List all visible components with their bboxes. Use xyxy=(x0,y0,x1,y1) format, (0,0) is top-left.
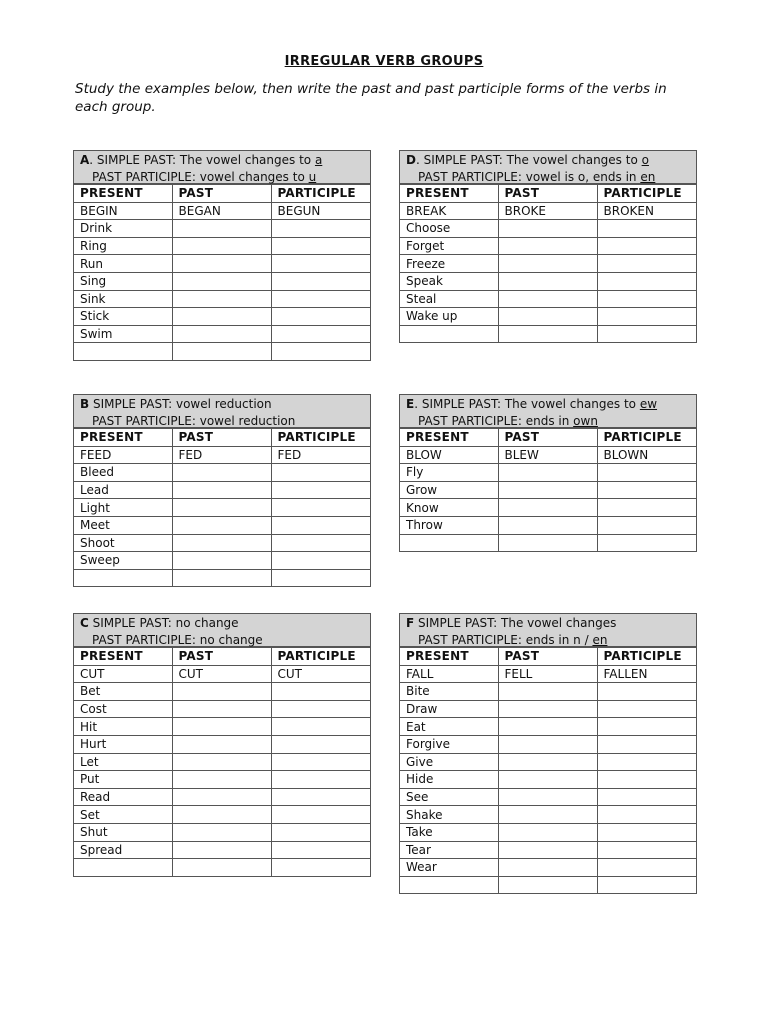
present-cell: Spread xyxy=(74,841,172,859)
column-header: PARTICIPLE xyxy=(271,185,370,203)
table-row xyxy=(400,753,696,771)
example-cell: FELL xyxy=(498,665,597,683)
past-rule: SIMPLE PAST: vowel reduction xyxy=(89,397,272,411)
past-answer-cell[interactable] xyxy=(498,534,597,551)
past-answer-cell[interactable] xyxy=(172,788,271,806)
participle-answer-cell[interactable] xyxy=(597,841,696,859)
participle-answer-cell[interactable] xyxy=(597,272,696,290)
participle-answer-cell[interactable] xyxy=(597,464,696,482)
present-cell: Wear xyxy=(400,859,498,877)
participle-answer-cell[interactable] xyxy=(271,552,370,570)
table-row xyxy=(400,464,696,482)
past-answer-cell[interactable] xyxy=(172,237,271,255)
past-answer-cell[interactable] xyxy=(498,325,597,342)
group-e xyxy=(399,394,697,552)
table-row xyxy=(74,343,370,360)
table-row xyxy=(74,735,370,753)
past-answer-cell[interactable] xyxy=(498,499,597,517)
participle-answer-cell[interactable] xyxy=(271,290,370,308)
participle-answer-cell[interactable] xyxy=(271,481,370,499)
past-answer-cell[interactable] xyxy=(172,220,271,238)
group-letter: E xyxy=(406,397,415,411)
group-header xyxy=(74,151,370,184)
present-cell: Bleed xyxy=(74,464,172,482)
example-cell: BEGUN xyxy=(271,202,370,220)
table-row xyxy=(400,718,696,736)
example-cell: BLEW xyxy=(498,446,597,464)
participle-rule-highlight: en xyxy=(640,170,656,184)
past-answer-cell[interactable] xyxy=(172,290,271,308)
table-row xyxy=(400,308,696,326)
past-answer-cell[interactable] xyxy=(172,771,271,789)
participle-answer-cell[interactable] xyxy=(271,859,370,876)
present-cell: Freeze xyxy=(400,255,498,273)
participle-answer-cell[interactable] xyxy=(597,876,696,893)
participle-answer-cell[interactable] xyxy=(271,272,370,290)
past-rule: . SIMPLE PAST: The vowel changes to xyxy=(414,397,640,411)
past-rule-highlight: a xyxy=(314,153,323,167)
past-answer-cell[interactable] xyxy=(172,823,271,841)
past-answer-cell[interactable] xyxy=(172,683,271,701)
example-cell: BREAK xyxy=(400,202,498,220)
present-cell: Sweep xyxy=(74,552,172,570)
table-row xyxy=(400,788,696,806)
table-row xyxy=(74,823,370,841)
present-cell: Lead xyxy=(74,481,172,499)
participle-answer-cell[interactable] xyxy=(597,753,696,771)
column-header: PAST xyxy=(172,429,271,447)
past-answer-cell[interactable] xyxy=(172,700,271,718)
table-row xyxy=(74,534,370,552)
table-row xyxy=(400,534,696,551)
participle-answer-cell[interactable] xyxy=(597,308,696,326)
example-cell: BLOWN xyxy=(597,446,696,464)
column-header-row xyxy=(74,648,370,666)
present-cell: Take xyxy=(400,823,498,841)
participle-answer-cell[interactable] xyxy=(597,718,696,736)
past-answer-cell[interactable] xyxy=(498,683,597,701)
participle-answer-cell[interactable] xyxy=(597,516,696,534)
group-letter: B xyxy=(80,397,90,411)
page-title: IRREGULAR VERB GROUPS xyxy=(284,54,484,69)
present-cell: Know xyxy=(400,499,498,517)
past-answer-cell[interactable] xyxy=(172,481,271,499)
past-answer-cell[interactable] xyxy=(172,343,271,360)
example-cell: FALL xyxy=(400,665,498,683)
present-cell xyxy=(74,859,172,876)
present-cell: Shut xyxy=(74,823,172,841)
participle-rule: PAST PARTICIPLE: ends in n / xyxy=(418,633,593,647)
participle-rule: PAST PARTICIPLE: vowel changes to xyxy=(92,170,309,184)
participle-answer-cell[interactable] xyxy=(271,683,370,701)
group-b xyxy=(73,394,371,587)
table-row xyxy=(74,771,370,789)
past-answer-cell[interactable] xyxy=(498,806,597,824)
past-answer-cell[interactable] xyxy=(172,806,271,824)
past-rule: SIMPLE PAST: The vowel changes xyxy=(414,616,617,630)
past-answer-cell[interactable] xyxy=(498,290,597,308)
table-row xyxy=(400,481,696,499)
past-rule-highlight: o xyxy=(641,153,649,167)
present-cell: Stick xyxy=(74,308,172,326)
column-header: PARTICIPLE xyxy=(271,429,370,447)
column-header-row xyxy=(74,429,370,447)
past-answer-cell[interactable] xyxy=(498,771,597,789)
verb-table xyxy=(74,184,370,360)
participle-answer-cell[interactable] xyxy=(597,700,696,718)
group-letter: A xyxy=(80,153,90,167)
past-answer-cell[interactable] xyxy=(172,272,271,290)
column-header-row xyxy=(400,185,696,203)
past-answer-cell[interactable] xyxy=(498,272,597,290)
participle-answer-cell[interactable] xyxy=(597,806,696,824)
present-cell: Light xyxy=(74,499,172,517)
participle-answer-cell[interactable] xyxy=(271,464,370,482)
column-header-row xyxy=(74,185,370,203)
present-cell: Let xyxy=(74,753,172,771)
past-answer-cell[interactable] xyxy=(172,753,271,771)
present-cell xyxy=(400,534,498,551)
table-row xyxy=(74,806,370,824)
column-header: PRESENT xyxy=(74,648,172,666)
group-letter: D xyxy=(406,153,416,167)
participle-answer-cell[interactable] xyxy=(271,753,370,771)
present-cell: Tear xyxy=(400,841,498,859)
participle-rule-highlight: own xyxy=(573,414,598,428)
participle-answer-cell[interactable] xyxy=(271,841,370,859)
table-row xyxy=(74,552,370,570)
table-row xyxy=(74,255,370,273)
present-cell: Hide xyxy=(400,771,498,789)
present-cell: Sing xyxy=(74,272,172,290)
past-answer-cell[interactable] xyxy=(498,700,597,718)
column-header-row xyxy=(400,648,696,666)
verb-table xyxy=(400,184,696,342)
column-header: PAST xyxy=(498,648,597,666)
column-header: PARTICIPLE xyxy=(597,185,696,203)
past-answer-cell[interactable] xyxy=(172,325,271,343)
table-row xyxy=(74,841,370,859)
example-cell: FED xyxy=(271,446,370,464)
participle-rule-highlight: en xyxy=(592,633,608,647)
present-cell xyxy=(74,343,172,360)
past-answer-cell[interactable] xyxy=(172,464,271,482)
column-header: PARTICIPLE xyxy=(597,648,696,666)
past-answer-cell[interactable] xyxy=(498,859,597,877)
present-cell: Ring xyxy=(74,237,172,255)
table-row xyxy=(400,859,696,877)
present-cell: Wake up xyxy=(400,308,498,326)
table-row xyxy=(400,325,696,342)
past-answer-cell[interactable] xyxy=(172,308,271,326)
participle-answer-cell[interactable] xyxy=(271,499,370,517)
participle-answer-cell[interactable] xyxy=(597,771,696,789)
table-row xyxy=(400,683,696,701)
past-answer-cell[interactable] xyxy=(498,718,597,736)
present-cell: Bite xyxy=(400,683,498,701)
group-header xyxy=(400,395,696,428)
table-row xyxy=(400,272,696,290)
present-cell xyxy=(74,569,172,586)
participle-answer-cell[interactable] xyxy=(271,718,370,736)
table-row xyxy=(400,771,696,789)
past-answer-cell[interactable] xyxy=(498,876,597,893)
present-cell: Meet xyxy=(74,516,172,534)
table-row xyxy=(74,220,370,238)
past-rule: . SIMPLE PAST: The vowel changes to xyxy=(89,153,315,167)
participle-answer-cell[interactable] xyxy=(597,237,696,255)
table-row xyxy=(400,700,696,718)
example-cell: CUT xyxy=(172,665,271,683)
past-answer-cell[interactable] xyxy=(498,788,597,806)
present-cell: Grow xyxy=(400,481,498,499)
past-answer-cell[interactable] xyxy=(498,255,597,273)
example-cell: BROKE xyxy=(498,202,597,220)
participle-answer-cell[interactable] xyxy=(271,343,370,360)
participle-answer-cell[interactable] xyxy=(597,683,696,701)
participle-answer-cell[interactable] xyxy=(597,220,696,238)
participle-rule-highlight: u xyxy=(308,170,317,184)
example-row xyxy=(74,202,370,220)
present-cell: Hurt xyxy=(74,735,172,753)
table-row xyxy=(74,700,370,718)
past-answer-cell[interactable] xyxy=(498,220,597,238)
participle-answer-cell[interactable] xyxy=(271,220,370,238)
example-cell: CUT xyxy=(74,665,172,683)
example-cell: BLOW xyxy=(400,446,498,464)
past-answer-cell[interactable] xyxy=(172,516,271,534)
verb-table xyxy=(400,647,696,893)
past-answer-cell[interactable] xyxy=(172,569,271,586)
past-answer-cell[interactable] xyxy=(498,308,597,326)
example-cell: CUT xyxy=(271,665,370,683)
participle-answer-cell[interactable] xyxy=(271,325,370,343)
column-header: PRESENT xyxy=(400,429,498,447)
group-header xyxy=(400,614,696,647)
present-cell: Sink xyxy=(74,290,172,308)
table-row xyxy=(74,464,370,482)
column-header: PRESENT xyxy=(400,185,498,203)
example-cell: FALLEN xyxy=(597,665,696,683)
group-header xyxy=(400,151,696,184)
present-cell: Set xyxy=(74,806,172,824)
present-cell: Speak xyxy=(400,272,498,290)
present-cell: Hit xyxy=(74,718,172,736)
present-cell: Eat xyxy=(400,718,498,736)
table-row xyxy=(74,718,370,736)
participle-rule: PAST PARTICIPLE: vowel is o, ends in xyxy=(418,170,641,184)
participle-answer-cell[interactable] xyxy=(597,325,696,342)
participle-answer-cell[interactable] xyxy=(271,237,370,255)
table-row xyxy=(400,220,696,238)
table-row xyxy=(74,788,370,806)
column-header: PARTICIPLE xyxy=(597,429,696,447)
past-answer-cell[interactable] xyxy=(172,255,271,273)
table-row xyxy=(74,481,370,499)
table-row xyxy=(400,516,696,534)
present-cell: Steal xyxy=(400,290,498,308)
table-row xyxy=(400,255,696,273)
column-header: PRESENT xyxy=(74,185,172,203)
table-row xyxy=(74,499,370,517)
participle-rule: PAST PARTICIPLE: no change xyxy=(92,633,263,647)
participle-answer-cell[interactable] xyxy=(271,823,370,841)
table-row xyxy=(400,841,696,859)
example-row xyxy=(400,202,696,220)
past-answer-cell[interactable] xyxy=(498,841,597,859)
column-header: PARTICIPLE xyxy=(271,648,370,666)
present-cell: Shoot xyxy=(74,534,172,552)
participle-rule: PAST PARTICIPLE: ends in xyxy=(418,414,574,428)
table-row xyxy=(400,237,696,255)
past-answer-cell[interactable] xyxy=(172,859,271,876)
past-answer-cell[interactable] xyxy=(172,841,271,859)
present-cell: Drink xyxy=(74,220,172,238)
participle-answer-cell[interactable] xyxy=(271,700,370,718)
table-row xyxy=(74,290,370,308)
present-cell: Fly xyxy=(400,464,498,482)
example-cell: FEED xyxy=(74,446,172,464)
participle-answer-cell[interactable] xyxy=(271,516,370,534)
past-rule: SIMPLE PAST: no change xyxy=(88,616,239,630)
group-header xyxy=(74,614,370,647)
table-row xyxy=(74,516,370,534)
participle-answer-cell[interactable] xyxy=(597,788,696,806)
participle-answer-cell[interactable] xyxy=(597,255,696,273)
past-answer-cell[interactable] xyxy=(172,534,271,552)
past-answer-cell[interactable] xyxy=(498,735,597,753)
participle-answer-cell[interactable] xyxy=(271,534,370,552)
example-row xyxy=(400,665,696,683)
participle-answer-cell[interactable] xyxy=(597,481,696,499)
present-cell: Draw xyxy=(400,700,498,718)
past-answer-cell[interactable] xyxy=(498,481,597,499)
example-row xyxy=(74,665,370,683)
participle-answer-cell[interactable] xyxy=(597,859,696,877)
example-cell: FED xyxy=(172,446,271,464)
table-row xyxy=(74,569,370,586)
present-cell: Read xyxy=(74,788,172,806)
participle-rule: PAST PARTICIPLE: vowel reduction xyxy=(92,414,296,428)
past-answer-cell[interactable] xyxy=(498,516,597,534)
present-cell: Swim xyxy=(74,325,172,343)
past-rule-highlight: ew xyxy=(639,397,658,411)
table-row xyxy=(74,272,370,290)
table-row xyxy=(74,325,370,343)
example-row xyxy=(74,446,370,464)
example-row xyxy=(400,446,696,464)
group-letter: C xyxy=(80,616,89,630)
table-row xyxy=(74,753,370,771)
column-header: PAST xyxy=(172,185,271,203)
verb-table xyxy=(74,428,370,586)
group-header xyxy=(74,395,370,428)
column-header: PRESENT xyxy=(400,648,498,666)
present-cell: Give xyxy=(400,753,498,771)
participle-answer-cell[interactable] xyxy=(597,735,696,753)
table-row xyxy=(400,290,696,308)
present-cell: Put xyxy=(74,771,172,789)
verb-table xyxy=(400,428,696,551)
participle-answer-cell[interactable] xyxy=(271,806,370,824)
example-cell: BEGAN xyxy=(172,202,271,220)
participle-answer-cell[interactable] xyxy=(271,771,370,789)
column-header: PAST xyxy=(498,185,597,203)
participle-answer-cell[interactable] xyxy=(271,308,370,326)
column-header: PAST xyxy=(172,648,271,666)
table-row xyxy=(400,823,696,841)
present-cell: Run xyxy=(74,255,172,273)
past-answer-cell[interactable] xyxy=(498,237,597,255)
present-cell: Forgive xyxy=(400,735,498,753)
group-d xyxy=(399,150,697,343)
past-rule: . SIMPLE PAST: The vowel changes to xyxy=(415,153,642,167)
instructions: Study the examples below, then write the past and past participle forms of the verbs in each group. xyxy=(75,81,667,115)
participle-answer-cell[interactable] xyxy=(597,499,696,517)
present-cell xyxy=(400,325,498,342)
table-row xyxy=(74,308,370,326)
participle-answer-cell[interactable] xyxy=(271,735,370,753)
column-header: PAST xyxy=(498,429,597,447)
past-answer-cell[interactable] xyxy=(498,753,597,771)
present-cell: Shake xyxy=(400,806,498,824)
present-cell: Choose xyxy=(400,220,498,238)
group-letter: F xyxy=(406,616,415,630)
present-cell: Forget xyxy=(400,237,498,255)
group-c xyxy=(73,613,371,877)
table-row xyxy=(74,237,370,255)
table-row xyxy=(74,859,370,876)
participle-answer-cell[interactable] xyxy=(271,569,370,586)
column-header: PRESENT xyxy=(74,429,172,447)
past-answer-cell[interactable] xyxy=(498,823,597,841)
present-cell xyxy=(400,876,498,893)
table-row xyxy=(400,876,696,893)
participle-answer-cell[interactable] xyxy=(597,534,696,551)
participle-answer-cell[interactable] xyxy=(597,823,696,841)
past-answer-cell[interactable] xyxy=(172,735,271,753)
group-a xyxy=(73,150,371,361)
participle-answer-cell[interactable] xyxy=(271,255,370,273)
group-f xyxy=(399,613,697,894)
present-cell: See xyxy=(400,788,498,806)
participle-answer-cell[interactable] xyxy=(271,788,370,806)
verb-table xyxy=(74,647,370,876)
past-answer-cell[interactable] xyxy=(498,464,597,482)
example-cell: BEGIN xyxy=(74,202,172,220)
table-row xyxy=(400,735,696,753)
column-header-row xyxy=(400,429,696,447)
past-answer-cell[interactable] xyxy=(172,552,271,570)
present-cell: Cost xyxy=(74,700,172,718)
past-answer-cell[interactable] xyxy=(172,499,271,517)
present-cell: Throw xyxy=(400,516,498,534)
table-row xyxy=(74,683,370,701)
past-answer-cell[interactable] xyxy=(172,718,271,736)
present-cell: Bet xyxy=(74,683,172,701)
example-cell: BROKEN xyxy=(597,202,696,220)
participle-answer-cell[interactable] xyxy=(597,290,696,308)
table-row xyxy=(400,499,696,517)
table-row xyxy=(400,806,696,824)
